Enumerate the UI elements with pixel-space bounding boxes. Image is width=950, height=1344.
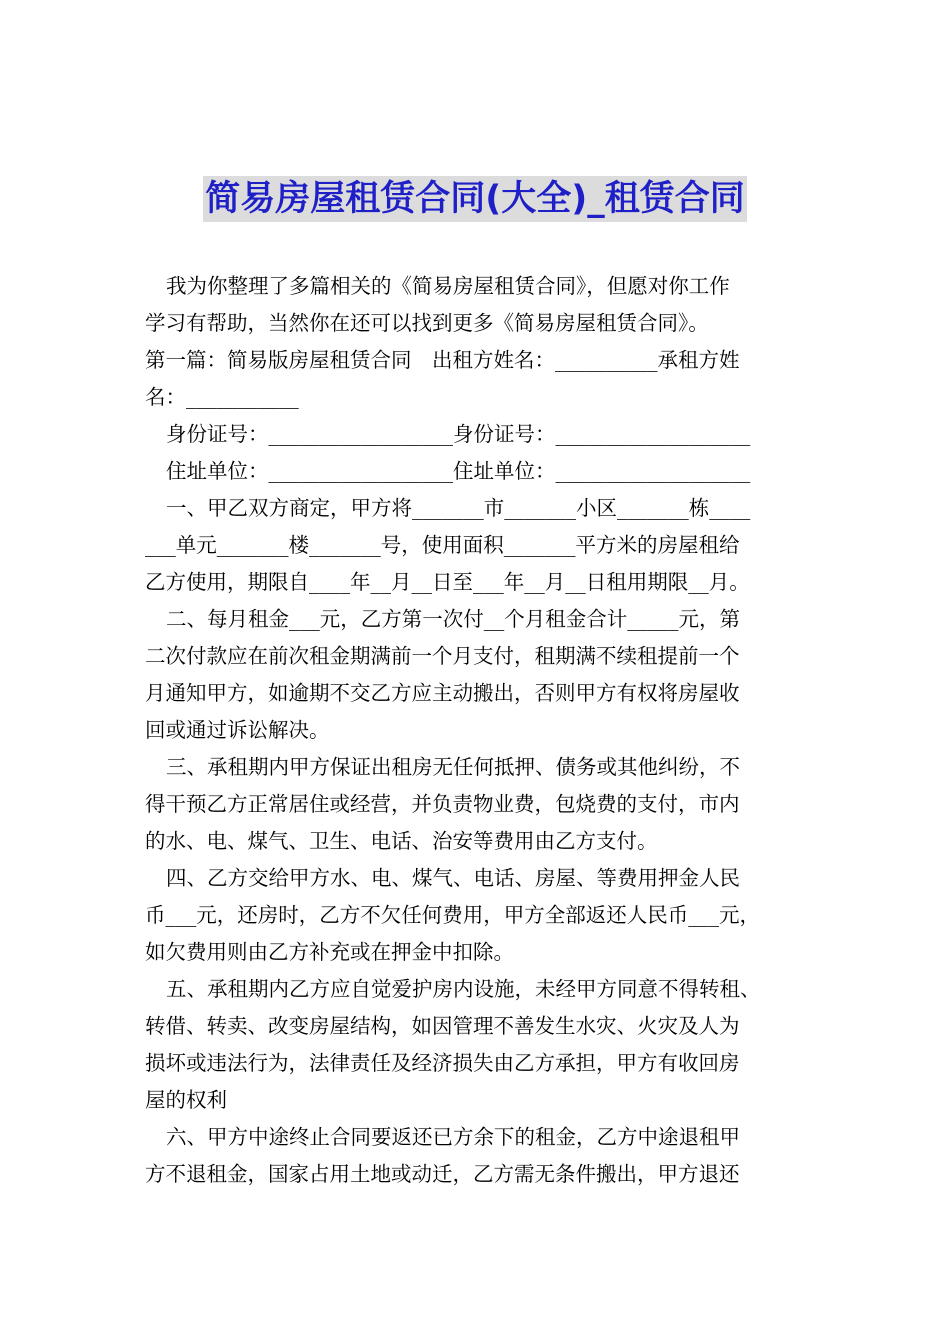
body-line: 乙方使用，期限自____年__月__日至___年__月__日租用期限__月。 — [145, 570, 750, 594]
body-line: 屋的权利 — [145, 1088, 227, 1112]
body-line: 得干预乙方正常居住或经营，并负责物业费，包烧费的支付，市内 — [145, 792, 740, 816]
body-line: ___单元_______楼_______号，使用面积_______平方米的房屋租给 — [145, 533, 740, 557]
body-line: 四、乙方交给甲方水、电、煤气、电话、房屋、等费用押金人民 — [166, 866, 740, 890]
document-body — [145, 268, 810, 1193]
body-line: 币___元，还房时，乙方不欠任何费用，甲方全部返还人民币___元， — [145, 903, 760, 927]
body-line: 转借、转卖、改变房屋结构，如因管理不善发生水灾、火灾及人为 — [145, 1014, 740, 1038]
body-line: 我为你整理了多篇相关的《简易房屋租赁合同》，但愿对你工作 — [166, 274, 730, 298]
body-line: 一、甲乙双方商定，甲方将_______市_______小区_______栋____ — [166, 496, 751, 520]
body-line: 第一篇：简易版房屋租赁合同 出租方姓名：__________承租方姓 — [145, 348, 740, 372]
body-line: 名：___________ — [145, 385, 299, 409]
body-line: 五、承租期内乙方应自觉爱护房内设施，未经甲方同意不得转租、 — [166, 977, 761, 1001]
body-line: 六、甲方中途终止合同要返还已方余下的租金，乙方中途退租甲 — [166, 1125, 740, 1149]
body-line: 住址单位：__________________住址单位：___________________ — [166, 459, 751, 483]
body-line: 身份证号：__________________身份证号：___________________ — [166, 422, 751, 446]
body-line: 月通知甲方，如逾期不交乙方应主动搬出，否则甲方有权将房屋收 — [145, 681, 740, 705]
document-title: 简易房屋租赁合同(大全)_租赁合同 — [203, 176, 747, 222]
body-line: 方不退租金，国家占用土地或动迁，乙方需无条件搬出，甲方退还 — [145, 1162, 740, 1186]
body-line: 的水、电、煤气、卫生、电话、治安等费用由乙方支付。 — [145, 829, 658, 853]
body-line: 损坏或违法行为，法律责任及经济损失由乙方承担，甲方有收回房 — [145, 1051, 740, 1075]
body-line: 学习有帮助，当然你在还可以找到更多《简易房屋租赁合同》。 — [145, 311, 709, 335]
body-line: 二次付款应在前次租金期满前一个月支付，租期满不续租提前一个 — [145, 644, 740, 668]
body-line: 三、承租期内甲方保证出租房无任何抵押、债务或其他纠纷，不 — [166, 755, 740, 779]
title-container — [0, 176, 950, 222]
body-line: 如欠费用则由乙方补充或在押金中扣除。 — [145, 940, 514, 964]
body-line: 二、每月租金___元，乙方第一次付__个月租金合计_____元，第 — [166, 607, 740, 631]
body-line: 回或通过诉讼解决。 — [145, 718, 330, 742]
